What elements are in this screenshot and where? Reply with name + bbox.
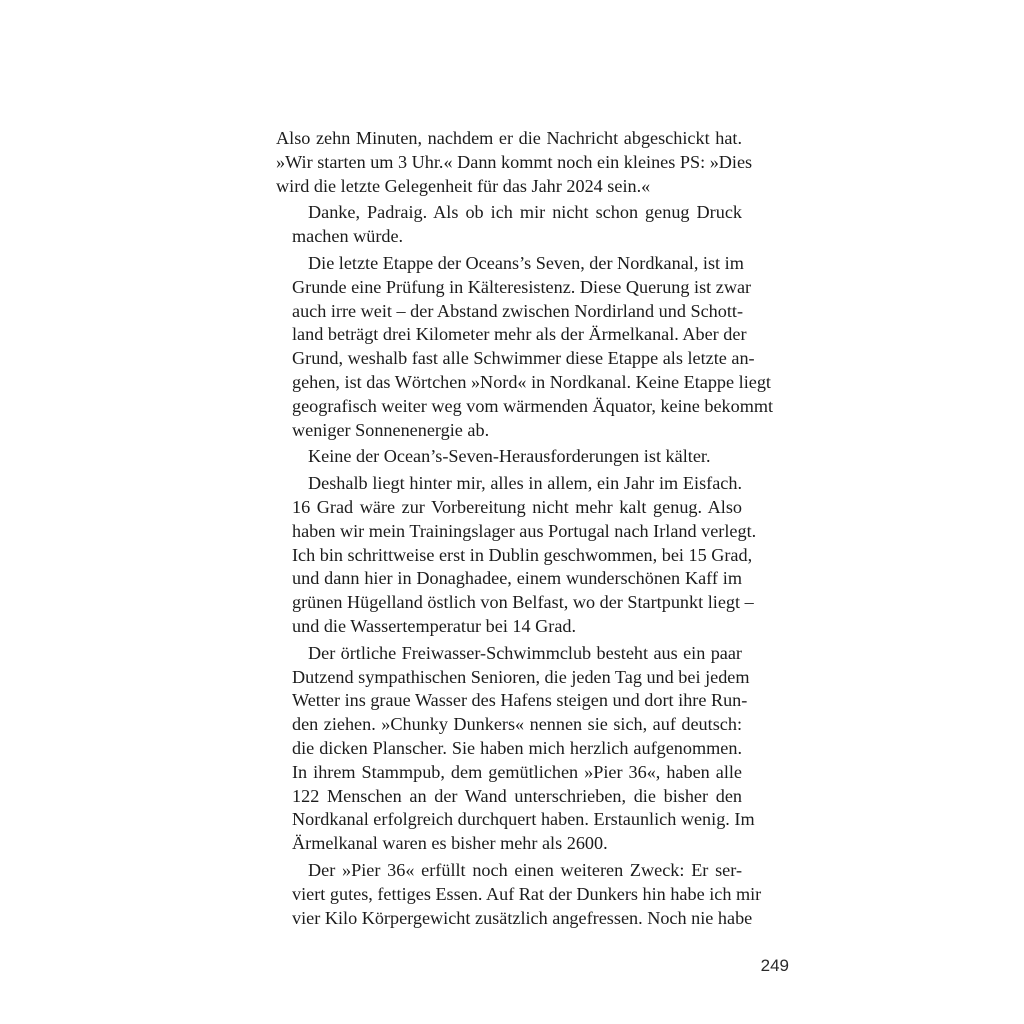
text-line: Nordkanal erfolgreich durchquert haben. Erstaunlich wenig. Im (292, 809, 755, 830)
text-line: haben wir mein Trainingslager aus Portugal nach Irland verlegt. (292, 520, 757, 541)
text-line: und die Wassertemperatur bei 14 Grad. (292, 615, 577, 636)
paragraph-7 (276, 859, 762, 930)
paragraph-3 (276, 252, 774, 442)
text-line: die dicken Planscher. Sie haben mich herzlich aufgenommen. (292, 737, 742, 758)
text-line: Der »Pier 36« erfüllt noch einen weiteren Zweck: Er ser- (308, 859, 742, 880)
text-line: wird die letzte Gelegenheit für das Jahr 2024 sein.« (276, 175, 651, 196)
paragraph-6 (276, 642, 755, 856)
text-line: gehen, ist das Wörtchen »Nord« in Nordkanal. Keine Etappe liegt (292, 371, 771, 392)
text-line: und dann hier in Donaghadee, einem wunderschönen Kaff im (292, 568, 742, 589)
text-line: Also zehn Minuten, nachdem er die Nachricht abgeschickt hat. (276, 128, 742, 148)
text-line: vier Kilo Körpergewicht zusätzlich angefressen. Noch nie habe (292, 907, 753, 928)
text-line: auch irre weit – der Abstand zwischen Nordirland und Schott- (292, 300, 744, 321)
text-line: Ärmelkanal waren es bisher mehr als 2600. (292, 833, 608, 854)
text-line: In ihrem Stammpub, dem gemütlichen »Pier 36«, haben alle (292, 761, 742, 782)
text-line: viert gutes, fettiges Essen. Auf Rat der Dunkers hin habe ich mir (292, 883, 762, 904)
text-line: machen würde. (292, 226, 404, 247)
text-line: Dutzend sympathischen Senioren, die jeden Tag und bei jedem (292, 666, 750, 687)
text-line: Danke, Padraig. Als ob ich mir nicht schon genug Druck (308, 202, 742, 223)
text-line: Grund, weshalb fast alle Schwimmer diese Etappe als letzte an- (292, 348, 755, 369)
text-line: Keine der Ocean’s-Seven-Herausforderungen ist kälter. (308, 446, 711, 467)
text-line: Wetter ins graue Wasser des Hafens steigen und dort ihre Run- (292, 690, 748, 711)
paragraph-1 (276, 127, 753, 198)
paragraph-4 (276, 445, 742, 469)
page-number: 249 (760, 956, 789, 975)
paragraph-5 (276, 472, 757, 639)
text-line: 16 Grad wäre zur Vorbereitung nicht mehr kalt genug. Also (292, 496, 742, 517)
text-line: »Wir starten um 3 Uhr.« Dann kommt noch ein kleines PS: »Dies (276, 151, 753, 172)
text-line: Ich bin schrittweise erst in Dublin geschwommen, bei 15 Grad, (292, 544, 753, 565)
text-line: land beträgt drei Kilometer mehr als der Ärmelkanal. Aber der (292, 324, 747, 345)
text-line: weniger Sonnenenergie ab. (292, 419, 490, 440)
text-line: Deshalb liegt hinter mir, alles in allem, ein Jahr im Eisfach. (308, 473, 742, 494)
text-line: Der örtliche Freiwasser-Schwimmclub besteht aus ein paar (308, 642, 742, 663)
text-line: Die letzte Etappe der Oceans’s Seven, der Nordkanal, ist im (308, 252, 744, 273)
body-text (276, 127, 774, 933)
text-line: den ziehen. »Chunky Dunkers« nennen sie sich, auf deutsch: (292, 714, 742, 735)
text-line: grünen Hügelland östlich von Belfast, wo der Startpunkt liegt – (292, 592, 754, 613)
text-line: Grunde eine Prüfung in Kälteresistenz. Diese Querung ist zwar (292, 276, 752, 297)
text-line: geografisch weiter weg vom wärmenden Äquator, keine bekommt (292, 395, 774, 416)
paragraph-2 (276, 201, 742, 249)
text-line: 122 Menschen an der Wand unterschrieben, die bisher den (292, 785, 742, 806)
